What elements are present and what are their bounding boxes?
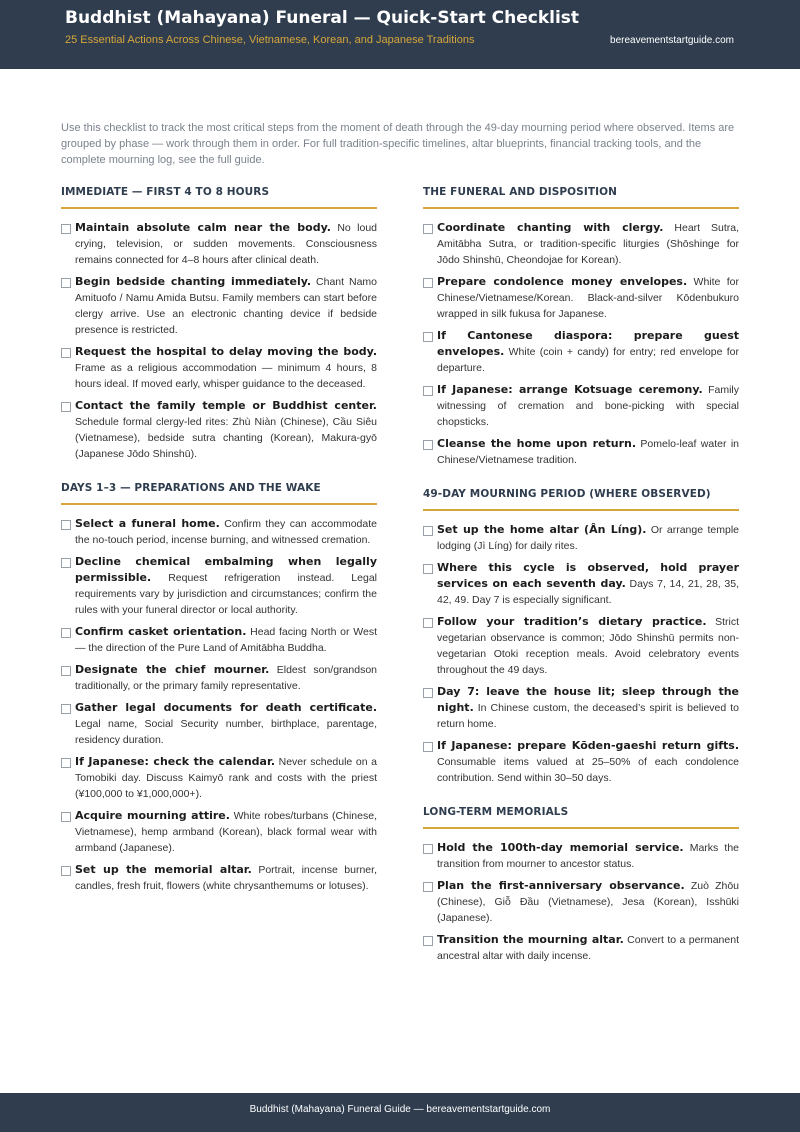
checklist-item <box>61 808 377 856</box>
checkbox-icon[interactable] <box>61 758 71 768</box>
checkbox-icon[interactable] <box>423 386 433 396</box>
item-text: White for Chinese/Vietnamese/Korean. Black-and-silver Kōdenbukuro wrapped in silk fukusa for Japanese. <box>437 276 739 320</box>
checklist-item <box>61 754 377 802</box>
item-lead: Designate the chief mourner. <box>75 663 270 676</box>
section-title: IMMEDIATE — FIRST 4 TO 8 HOURS <box>61 186 377 209</box>
section-title: DAYS 1–3 — PREPARATIONS AND THE WAKE <box>61 482 377 505</box>
checkbox-icon[interactable] <box>61 348 71 358</box>
checkbox-icon[interactable] <box>61 224 71 234</box>
checklist-item <box>61 554 377 618</box>
section-spacer <box>61 468 377 482</box>
item-lead: Coordinate chanting with clergy. <box>437 221 664 234</box>
checkbox-icon[interactable] <box>61 704 71 714</box>
item-lead: If Japanese: arrange Kotsuage ceremony. <box>437 383 703 396</box>
item-text: Strict vegetarian observance is common; Jōdo Shinshū permits non-vegetarian Otoki reception meals. Avoid celebratory events throughout the 49 days. <box>437 616 739 676</box>
checklist-section <box>61 482 377 894</box>
item-text: Chant Namo Amituofo / Namu Amida Butsu. Family members can start before clergy arrive. Use an electronic chanting device if bedside presence is restricted. <box>75 276 378 336</box>
item-text: Eldest son/grandson traditionally, or the primary family representative. <box>75 664 377 692</box>
checklist-item <box>423 436 739 468</box>
page-subtitle: 25 Essential Actions Across Chinese, Vietnamese, Korean, and Japanese Traditions <box>65 34 475 46</box>
checklist-item <box>61 700 377 748</box>
item-text: Or arrange temple lodging (Jì Líng) for daily rites. <box>437 524 739 552</box>
item-lead: Prepare condolence money envelopes. <box>437 275 688 288</box>
page-title: Buddhist (Mahayana) Funeral — Quick-Start Checklist <box>65 8 580 28</box>
checkbox-icon[interactable] <box>423 618 433 628</box>
item-lead: Where this cycle is observed, hold prayer services on each seventh day. <box>437 561 739 590</box>
checklist-section <box>61 186 377 462</box>
section-spacer <box>423 792 739 806</box>
checkbox-icon[interactable] <box>423 688 433 698</box>
checklist-item <box>423 684 739 732</box>
item-text: Consumable items valued at 25–50% of each condolence contribution. Send within 30–50 days. <box>437 756 739 784</box>
item-lead: If Japanese: prepare Kōden-gaeshi return gifts. <box>437 739 739 752</box>
item-text: In Chinese custom, the deceased’s spirit is believed to return home. <box>437 702 740 730</box>
checklist-item <box>423 274 739 322</box>
item-text: Schedule formal clergy-led rites: Zhù Niàn (Chinese), Cầu Siêu (Vietnamese), bedside sutra chanting (Korean), Makura-gyō (Japanese Jōdo Shinshū). <box>75 416 377 460</box>
checkbox-icon[interactable] <box>423 882 433 892</box>
checklist-item <box>423 220 739 268</box>
checkbox-icon[interactable] <box>61 520 71 530</box>
item-text: Confirm they can accommodate the no-touch period, incense burning, and witnessed cremation. <box>75 518 377 546</box>
item-lead: Gather legal documents for death certificate. <box>75 701 377 714</box>
checklist-item <box>61 624 377 656</box>
item-text: Frame as a religious accommodation — minimum 4 hours, 8 hours ideal. If moved early, whisper guidance to the deceased. <box>75 362 377 390</box>
item-text: Days 7, 14, 21, 28, 35, 42, 49. Day 7 is especially significant. <box>437 578 740 606</box>
item-lead: If Cantonese diaspora: prepare guest envelopes. <box>437 329 739 358</box>
item-lead: If Japanese: check the calendar. <box>75 755 276 768</box>
checkbox-icon[interactable] <box>423 564 433 574</box>
checklist-item <box>61 220 377 268</box>
item-text: White (coin + candy) for entry; red envelope for departure. <box>437 346 739 374</box>
item-lead: Acquire mourning attire. <box>75 809 230 822</box>
checklist-item <box>61 516 377 548</box>
item-lead: Plan the first-anniversary observance. <box>437 879 685 892</box>
checklist-section <box>423 186 739 468</box>
checklist-item <box>423 382 739 430</box>
checkbox-icon[interactable] <box>423 332 433 342</box>
checkbox-icon[interactable] <box>423 224 433 234</box>
item-text: Legal name, Social Security number, birthplace, parentage, residency duration. <box>75 718 377 746</box>
item-lead: Day 7: leave the house lit; sleep through the night. <box>437 685 739 714</box>
checklist-item <box>61 344 377 392</box>
section-spacer <box>423 474 739 488</box>
checklist-item <box>61 398 377 462</box>
checkbox-icon[interactable] <box>423 742 433 752</box>
item-text: No loud crying, television, or sudden movements. Consciousness remains connected for 4–8 hours after clinical death. <box>75 222 377 266</box>
checkbox-icon[interactable] <box>423 278 433 288</box>
checklist-item <box>423 878 739 926</box>
checkbox-icon[interactable] <box>423 936 433 946</box>
checkbox-icon[interactable] <box>61 812 71 822</box>
section-title: LONG-TERM MEMORIALS <box>423 806 739 829</box>
item-lead: Follow your tradition’s dietary practice. <box>437 615 707 628</box>
item-lead: Maintain absolute calm near the body. <box>75 221 331 234</box>
item-text: White robes/turbans (Chinese, Vietnamese), hemp armband (Korean), black formal wear with armband (Japanese). <box>75 810 377 854</box>
checklist-item <box>61 274 377 338</box>
item-text: Request refrigeration instead. Legal requirements vary by jurisdiction and circumstances; confirm the rules with your funeral director or local authority. <box>75 572 377 616</box>
checkbox-icon[interactable] <box>423 440 433 450</box>
item-text: Portrait, incense burner, candles, fresh fruit, flowers (white chrysanthemums or lotuses). <box>75 864 377 892</box>
page-footer <box>0 1093 800 1132</box>
item-text: Marks the transition from mourner to ancestor status. <box>437 842 739 870</box>
item-text: Zuò Zhōu (Chinese), Giỗ Đầu (Vietnamese), Jesa (Korean), Isshūki (Japanese). <box>437 880 740 924</box>
checkbox-icon[interactable] <box>61 278 71 288</box>
checkbox-icon[interactable] <box>61 558 71 568</box>
item-lead: Hold the 100th-day memorial service. <box>437 841 684 854</box>
checklist-item <box>61 862 377 894</box>
checklist-item <box>61 662 377 694</box>
item-lead: Request the hospital to delay moving the body. <box>75 345 377 358</box>
item-text: Convert to a permanent ancestral altar with daily incense. <box>437 934 739 962</box>
checklist-item <box>423 932 739 964</box>
checklist-item <box>423 614 739 678</box>
item-lead: Begin bedside chanting immediately. <box>75 275 312 288</box>
section-title: 49-DAY MOURNING PERIOD (WHERE OBSERVED) <box>423 488 739 511</box>
item-text: Family witnessing of cremation and bone-picking with special chopsticks. <box>437 384 740 428</box>
item-text: Never schedule on a Tomobiki day. Discuss Kaimyō rank and costs with the priest (¥100,000 to ¥1,000,000+). <box>75 756 378 800</box>
left-column <box>61 186 377 900</box>
item-lead: Set up the memorial altar. <box>75 863 252 876</box>
checklist-item <box>423 840 739 872</box>
item-text: Heart Sutra, Amitābha Sutra, or tradition-specific liturgies (Shōshinge for Jōdo Shinshū, Cheondojae for Korean). <box>437 222 739 266</box>
item-lead: Transition the mourning altar. <box>437 933 624 946</box>
checklist-section <box>423 806 739 964</box>
checklist-section <box>423 488 739 786</box>
checkbox-icon[interactable] <box>61 666 71 676</box>
page-header <box>0 0 800 69</box>
intro-paragraph: Use this checklist to track the most critical steps from the moment of death through the 49-day mourning period where observed. Items are grouped by phase — work through them in order. For full tradition-specific timelines, altar blueprints, financial tracking tools, and the complete mourning log, see the full guide. <box>61 122 735 166</box>
section-title: THE FUNERAL AND DISPOSITION <box>423 186 739 209</box>
item-lead: Contact the family temple or Buddhist center. <box>75 399 377 412</box>
checkbox-icon[interactable] <box>61 628 71 638</box>
checklist-item <box>423 328 739 376</box>
right-column <box>423 186 739 970</box>
header-site-link: bereavementstartguide.com <box>610 35 734 46</box>
checklist-item <box>423 560 739 608</box>
item-text: Pomelo-leaf water in Chinese/Vietnamese tradition. <box>437 438 740 466</box>
checkbox-icon[interactable] <box>61 402 71 412</box>
checkbox-icon[interactable] <box>61 866 71 876</box>
checklist-item <box>423 522 739 554</box>
item-lead: Confirm casket orientation. <box>75 625 247 638</box>
item-lead: Set up the home altar (Ân Líng). <box>437 523 647 536</box>
checkbox-icon[interactable] <box>423 844 433 854</box>
checklist-item <box>423 738 739 786</box>
footer-text: Buddhist (Mahayana) Funeral Guide — bereavementstartguide.com <box>249 1104 551 1115</box>
item-lead: Decline chemical embalming when legally permissible. <box>75 555 377 584</box>
item-lead: Select a funeral home. <box>75 517 220 530</box>
item-lead: Cleanse the home upon return. <box>437 437 637 450</box>
item-text: Head facing North or West — the direction of the Pure Land of Amitābha Buddha. <box>75 626 377 654</box>
checkbox-icon[interactable] <box>423 526 433 536</box>
